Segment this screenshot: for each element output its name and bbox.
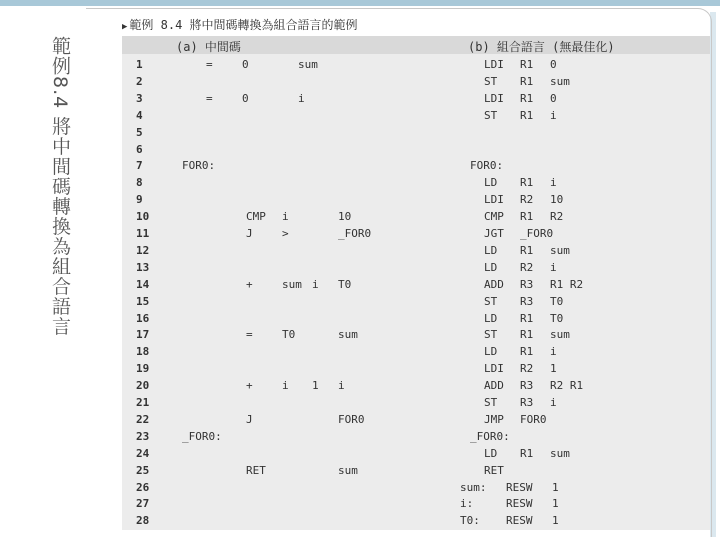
assembly-field: R1 [520,328,534,342]
assembly-field: i [550,108,557,122]
line-number: 20 [136,379,150,393]
intermediate-field: i [282,379,289,393]
assembly-field: R2 R1 [550,379,584,393]
intermediate-field: i [282,210,289,224]
assembly-field: ADD [484,277,504,291]
assembly-field: i [550,396,557,409]
assembly-field: sum [550,74,570,88]
line-number: 3 [136,91,143,105]
intermediate-field: T0 [282,328,296,342]
intermediate-field: RET [246,463,266,477]
intermediate-field: J [246,412,253,426]
intermediate-field: 10 [338,210,352,224]
intermediate-label: _FOR0: [182,429,222,443]
assembly-field: CMP [484,210,504,224]
assembly-field: R2 [520,260,534,274]
line-number: 27 [136,497,150,511]
assembly-field: ST [484,328,498,342]
intermediate-field: > [282,227,289,240]
intermediate-field: 0 [242,58,249,71]
line-number: 10 [136,210,150,224]
data-directive-field: RESW [506,514,533,528]
line-number: 14 [136,277,150,291]
intermediate-field: CMP [246,210,266,224]
line-number: 9 [136,193,143,207]
assembly-field: R1 [520,91,534,105]
assembly-field: LDI [484,58,504,71]
intermediate-field: sum [298,58,318,71]
line-number: 11 [136,227,150,240]
intermediate-field: sum [282,277,302,291]
assembly-field: R1 R2 [550,277,584,291]
assembly-field: ST [484,108,498,122]
code-table [122,36,710,530]
assembly-field: i [550,260,557,274]
data-directive-field: 1 [552,480,559,494]
intermediate-field: = [246,328,253,342]
intermediate-field: i [338,379,345,393]
data-directive-field: sum: [460,480,487,494]
data-directive-field: 1 [552,514,559,528]
assembly-field: 0 [550,58,557,71]
line-number: 28 [136,514,150,528]
data-directive-field: RESW [506,480,533,494]
assembly-field: R1 [520,210,534,224]
assembly-field: FOR0 [520,412,547,426]
assembly-field: sum [550,446,570,460]
line-number: 12 [136,243,150,257]
data-directive-field: T0: [460,514,480,528]
assembly-field: sum [550,328,570,342]
assembly-field: R1 [520,243,534,257]
assembly-field: R1 [520,74,534,88]
assembly-field: ADD [484,379,504,393]
intermediate-field: + [246,379,253,393]
assembly-field: LDI [484,91,504,105]
assembly-field: ST [484,294,498,308]
intermediate-field: 1 [312,379,319,393]
intermediate-field: = [206,91,213,105]
line-number: 2 [136,74,143,88]
line-number: 8 [136,176,143,190]
line-number: 19 [136,362,150,376]
assembly-field: JMP [484,412,504,426]
assembly-field: LD [484,311,498,325]
assembly-field: LDI [484,362,504,376]
assembly-field: LDI [484,193,504,207]
assembly-field: LD [484,446,498,460]
assembly-field: R1 [520,345,534,359]
assembly-field: LD [484,176,498,190]
assembly-field: i [550,345,557,359]
assembly-field: JGT [484,227,504,240]
assembly-field: ST [484,74,498,88]
data-directive-field: RESW [506,497,533,511]
assembly-field: R1 [520,108,534,122]
line-number: 1 [136,58,143,71]
assembly-field: 10 [550,193,564,207]
assembly-field: R3 [520,396,534,409]
intermediate-label: FOR0: [182,159,216,173]
assembly-field: T0 [550,294,564,308]
assembly-field: R2 [520,193,534,207]
assembly-field: i [550,176,557,190]
assembly-field: LD [484,260,498,274]
assembly-field: LD [484,243,498,257]
intermediate-field: i [298,91,305,105]
assembly-field: R3 [520,379,534,393]
line-number: 5 [136,125,143,139]
caption-arrow-icon: ▶ [122,22,128,32]
intermediate-field: 0 [242,91,249,105]
data-directive-field: 1 [552,497,559,511]
intermediate-field: J [246,227,253,240]
assembly-field: R2 [550,210,564,224]
assembly-field: ST [484,396,498,409]
assembly-field: R1 [520,176,534,190]
caption-text: 範例 8.4 將中間碼轉換為組合語言的範例 [129,18,358,32]
intermediate-field: i [312,277,319,291]
assembly-field: R1 [520,311,534,325]
assembly-label: FOR0: [470,159,504,173]
header-intermediate: (a) 中間碼 [176,40,241,54]
assembly-field: R3 [520,294,534,308]
assembly-field: R3 [520,277,534,291]
header-assembly: (b) 組合語言 (無最佳化) [468,40,615,54]
data-directive-field: i: [460,497,474,511]
assembly-field: 0 [550,91,557,105]
assembly-field: T0 [550,311,564,325]
line-number: 7 [136,159,143,173]
assembly-field: _FOR0 [520,227,554,240]
line-number: 18 [136,345,150,359]
line-number: 21 [136,396,150,409]
assembly-field: 1 [550,362,557,376]
intermediate-field: sum [338,328,358,342]
slide-title: 範例8.4 將中間碼轉換為組合語言 [49,36,71,337]
line-number: 17 [136,328,150,342]
line-number: 13 [136,260,150,274]
intermediate-field: sum [338,463,358,477]
line-number: 26 [136,480,150,494]
intermediate-field: + [246,277,253,291]
line-number: 6 [136,142,143,156]
assembly-field: R1 [520,446,534,460]
intermediate-field: = [206,58,213,71]
assembly-field: R1 [520,58,534,71]
line-number: 24 [136,446,150,460]
intermediate-field: T0 [338,277,352,291]
panel-bg [122,36,710,530]
assembly-field: R2 [520,362,534,376]
line-number: 15 [136,294,150,308]
intermediate-field: _FOR0 [338,227,372,240]
example-caption [122,16,358,33]
line-number: 22 [136,412,150,426]
line-number: 25 [136,463,150,477]
assembly-label: _FOR0: [470,429,510,443]
line-number: 23 [136,429,150,443]
slide-top-bar [0,0,720,6]
line-number: 16 [136,311,150,325]
intermediate-field: FOR0 [338,412,365,426]
assembly-field: sum [550,243,570,257]
line-number: 4 [136,108,143,122]
assembly-field: LD [484,345,498,359]
assembly-field: RET [484,463,504,477]
